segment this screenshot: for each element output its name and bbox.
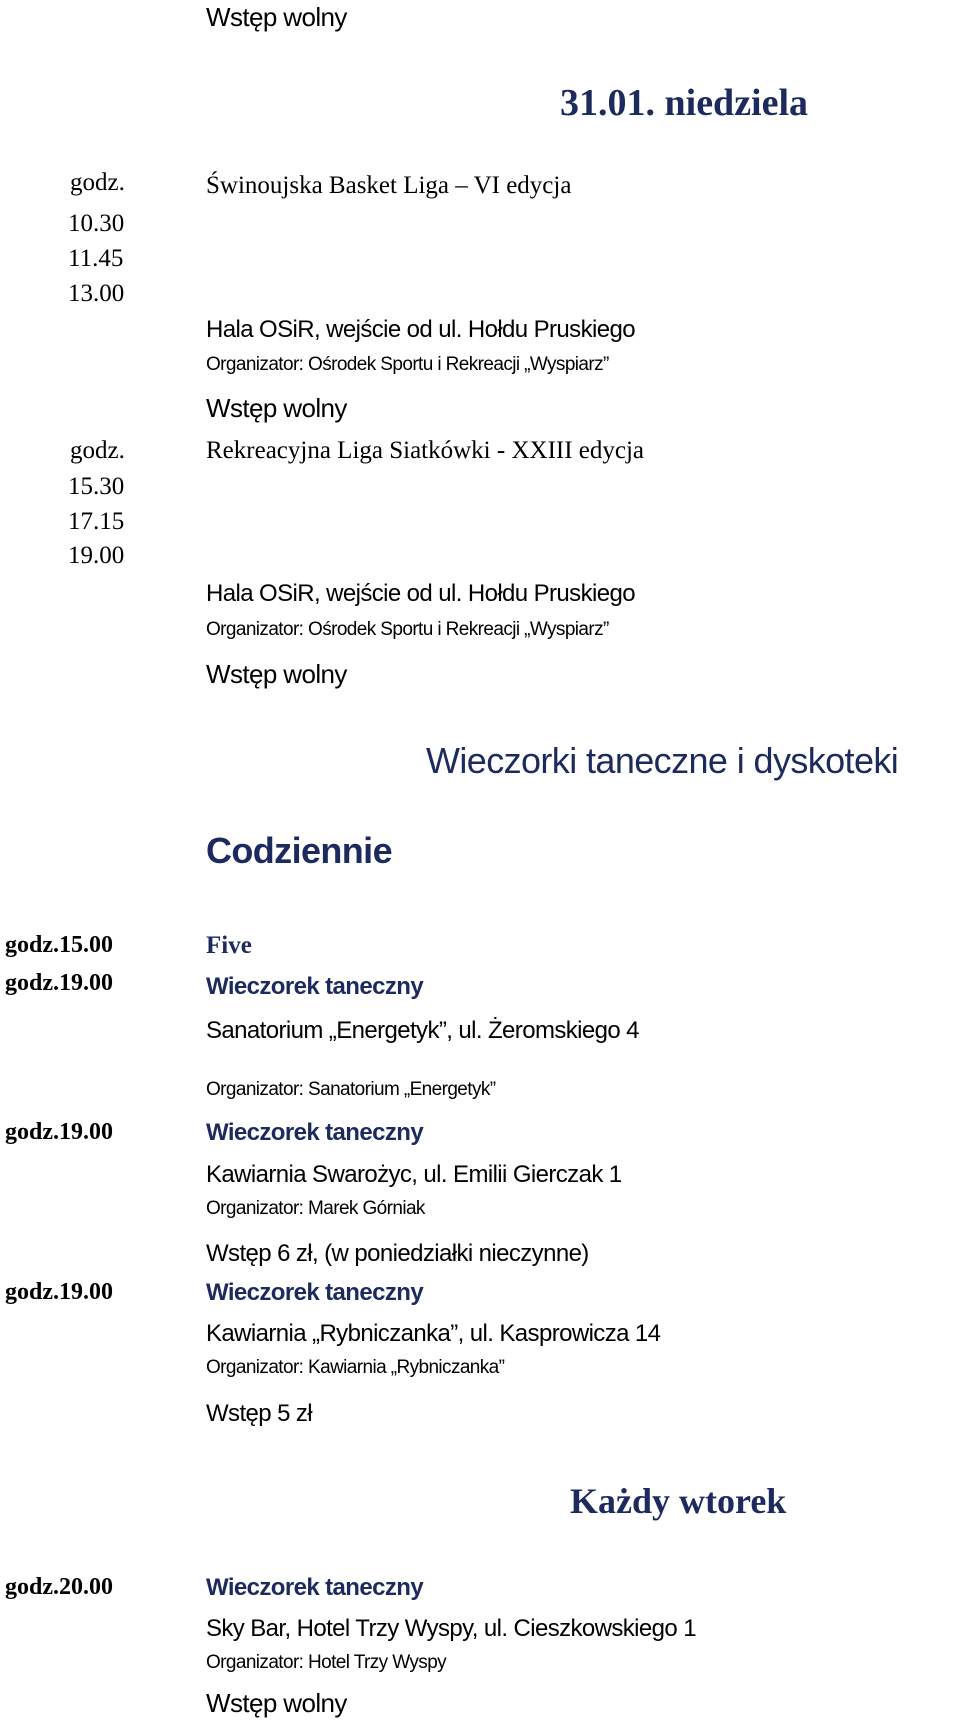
- event-time: 17.15: [68, 508, 125, 535]
- event-organizer: Organizator: Ośrodek Sportu i Rekreacji „Wyspiarz”: [206, 619, 609, 640]
- event-venue: Kawiarnia Swarożyc, ul. Emilii Gierczak 1: [206, 1161, 622, 1188]
- event-time: 15.30: [68, 473, 125, 500]
- event-title: Rekreacyjna Liga Siatkówki - XXIII edycja: [206, 437, 645, 464]
- event-entry: Wstęp 5 zł: [206, 1400, 313, 1427]
- event-entry: Wstęp wolny: [206, 393, 347, 423]
- event-time: 10.30: [68, 210, 125, 237]
- event-time: godz.15.00: [5, 932, 113, 958]
- event-time: godz.19.00: [5, 970, 113, 996]
- event-title: Wieczorek taneczny: [206, 1119, 424, 1146]
- event-venue: Sanatorium „Energetyk”, ul. Żeromskiego 4: [206, 1017, 639, 1044]
- event-title: Wieczorek taneczny: [206, 1279, 424, 1306]
- event-entry: Wstęp wolny: [206, 1688, 347, 1718]
- event-organizer: Organizator: Sanatorium „Energetyk”: [206, 1079, 496, 1100]
- event-time: 11.45: [68, 245, 124, 272]
- section-heading: Wieczorki taneczne i dyskoteki: [426, 740, 899, 781]
- tuesday-heading: Każdy wtorek: [570, 1481, 787, 1521]
- event-venue: Kawiarnia „Rybniczanka”, ul. Kasprowicza 14: [206, 1320, 661, 1347]
- event-organizer: Organizator: Marek Górniak: [206, 1198, 425, 1219]
- event-venue: Sky Bar, Hotel Trzy Wyspy, ul. Cieszkowskiego 1: [206, 1615, 696, 1642]
- event-time: godz.: [70, 169, 125, 196]
- date-heading: 31.01. niedziela: [560, 82, 809, 124]
- entry-fee-text: Wstęp wolny: [206, 2, 347, 32]
- event-time: 19.00: [68, 542, 125, 569]
- event-organizer: Organizator: Hotel Trzy Wyspy: [206, 1652, 447, 1673]
- event-venue: Hala OSiR, wejście od ul. Hołdu Pruskiego: [206, 580, 635, 607]
- event-title: Wieczorek taneczny: [206, 973, 424, 1000]
- event-organizer: Organizator: Kawiarnia „Rybniczanka”: [206, 1357, 505, 1378]
- event-entry: Wstęp 6 zł, (w poniedziałki nieczynne): [206, 1240, 589, 1267]
- event-time: godz.: [70, 437, 125, 464]
- event-title: Five: [206, 932, 252, 959]
- event-entry: Wstęp wolny: [206, 659, 347, 689]
- event-time: godz.19.00: [5, 1279, 113, 1305]
- event-time: godz.20.00: [5, 1574, 113, 1600]
- event-organizer: Organizator: Ośrodek Sportu i Rekreacji „Wyspiarz”: [206, 354, 609, 375]
- event-time: 13.00: [68, 280, 125, 307]
- event-title: Świnoujska Basket Liga – VI edycja: [206, 172, 572, 199]
- daily-heading: Codziennie: [206, 830, 393, 871]
- event-time: godz.19.00: [5, 1119, 113, 1145]
- event-venue: Hala OSiR, wejście od ul. Hołdu Pruskiego: [206, 316, 635, 343]
- event-title: Wieczorek taneczny: [206, 1574, 424, 1601]
